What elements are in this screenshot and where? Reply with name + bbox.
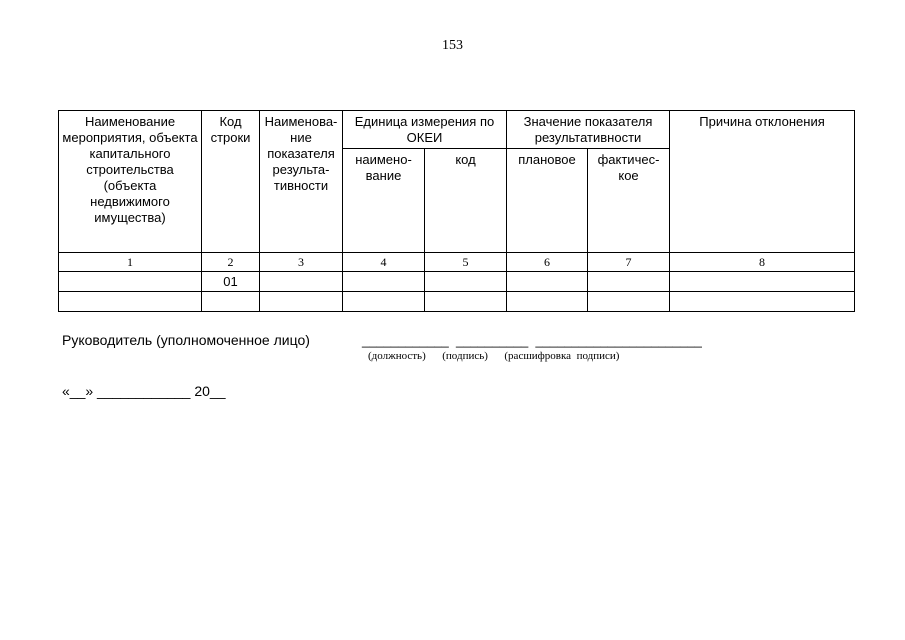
header-value-planned: плановое — [507, 149, 588, 253]
table-cell — [260, 272, 343, 292]
header-unit-group: Единица измерения по ОКЕИ — [343, 111, 507, 149]
column-number: 1 — [59, 253, 202, 272]
column-number: 7 — [588, 253, 670, 272]
table-cell — [588, 272, 670, 292]
header-event-name: Наименование мероприятия, объекта капитального строительства (объекта недвижимого имущества) — [59, 111, 202, 253]
table-cell — [59, 292, 202, 312]
table-cell — [507, 272, 588, 292]
table-row — [59, 292, 855, 312]
table-cell — [507, 292, 588, 312]
table-cell — [670, 292, 855, 312]
table-cell — [343, 292, 425, 312]
table-cell — [670, 272, 855, 292]
table-cell — [343, 272, 425, 292]
column-number: 4 — [343, 253, 425, 272]
header-row-top — [59, 111, 855, 149]
page-number: 153 — [442, 38, 463, 53]
header-deviation-reason: Причина отклонения — [670, 111, 855, 253]
column-number: 2 — [202, 253, 260, 272]
date-line: «__» ____________ 20__ — [62, 383, 226, 399]
table-cell — [202, 292, 260, 312]
column-number: 5 — [425, 253, 507, 272]
manager-label: Руководитель (уполномоченное лицо) — [62, 332, 310, 348]
column-number: 8 — [670, 253, 855, 272]
header-row-code: Код строки — [202, 111, 260, 253]
table-cell: 01 — [202, 272, 260, 292]
header-value-group: Значение показателя результативности — [507, 111, 670, 149]
table-cell — [588, 292, 670, 312]
signature-hints: (должность) (подпись) (расшифровка подписи) — [368, 350, 620, 362]
report-table — [58, 110, 855, 312]
table-cell — [425, 272, 507, 292]
table-cell — [59, 272, 202, 292]
column-number: 3 — [260, 253, 343, 272]
header-unit-code: код — [425, 149, 507, 253]
header-unit-name: наимено-вание — [343, 149, 425, 253]
column-number: 6 — [507, 253, 588, 272]
table-cell — [260, 292, 343, 312]
table-cell — [425, 292, 507, 312]
signature-lines: ____________ __________ _______________________ — [362, 333, 702, 348]
header-value-actual: фактичес-кое — [588, 149, 670, 253]
header-indicator-name: Наименова-ние показателя результа-тивности — [260, 111, 343, 253]
column-number-row — [59, 253, 855, 272]
table-row — [59, 272, 855, 292]
